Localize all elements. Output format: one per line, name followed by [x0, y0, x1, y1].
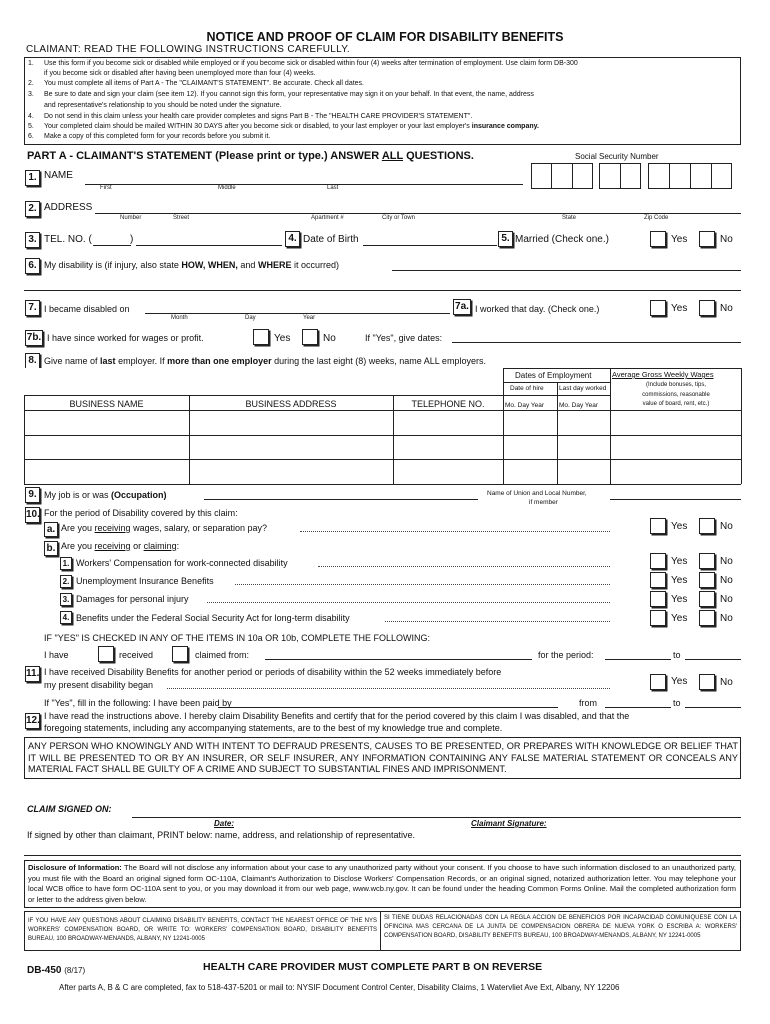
address-state-label: State [562, 215, 577, 221]
weekly-wages-note-3: value of board, rent, etc.) [642, 401, 710, 407]
instruction-5-num: 5. [28, 123, 34, 130]
period-start-field[interactable] [605, 659, 671, 660]
address-city-label: City or Town [382, 215, 415, 221]
employer-row-2[interactable] [24, 459, 741, 460]
instruction-1-num: 1. [28, 60, 34, 67]
paid-to-field[interactable] [685, 707, 741, 708]
received-label: received [119, 650, 154, 660]
item-7-number: 7. [25, 300, 40, 316]
unemployment-no-checkbox[interactable] [699, 572, 715, 588]
instruction-2-num: 2. [28, 80, 34, 87]
item-11-no-label: No [720, 677, 733, 688]
telephone-header: TELEPHONE NO. [411, 399, 485, 409]
worked-that-day-yes-label: Yes [671, 303, 688, 314]
item-12-number: 12. [25, 713, 40, 729]
item-10b1-number: 1. [60, 557, 72, 570]
worked-that-day-no-label: No [720, 303, 733, 314]
worked-that-day-no-checkbox[interactable] [699, 300, 715, 316]
address-street-label: Street [173, 215, 190, 221]
worked-since-yes-label: Yes [274, 333, 291, 344]
page-title: NOTICE AND PROOF OF CLAIM FOR DISABILITY BENEFITS [206, 30, 564, 44]
workers-comp-no-label: No [720, 556, 733, 567]
address-zip-label: Zip Code [644, 215, 669, 221]
dob-label: Date of Birth [303, 234, 359, 245]
name-middle-label: Middle [218, 185, 236, 191]
union-field[interactable] [610, 499, 741, 500]
instruction-5: Your completed claim should be mailed WITHIN 30 DAYS after you become sick or disabled, to your last employer or your last employer's insurance company. [44, 123, 539, 130]
workers-comp-no-checkbox[interactable] [699, 553, 715, 569]
workers-comp-yes-label: Yes [671, 556, 688, 567]
workers-comp-yes-checkbox[interactable] [650, 553, 666, 569]
date-label: Date: [214, 819, 235, 828]
business-address-header: BUSINESS ADDRESS [245, 399, 337, 409]
contact-english: IF YOU HAVE ANY QUESTIONS ABOUT CLAIMING DISABILITY BENEFITS, CONTACT THE NEAREST OFFICE OF THE NYS WORKERS' COMPENSATION BOARD, OR WRITE TO: WORKERS' COMPENSATION BOARD, DISABILITY BENEFITS BUREAU, 100 BROADWAY-MENANDS, ALBANY, NY 12241-0005 [28, 918, 377, 942]
item-9-number: 9. [25, 487, 40, 503]
union-label: Name of Union and Local Number, [487, 490, 587, 497]
occupation-label: My job is or was (Occupation) [44, 490, 167, 500]
representative-field[interactable] [24, 855, 741, 856]
disability-description-field-2[interactable] [24, 290, 741, 291]
part-a-title: PART A - CLAIMANT'S STATEMENT (Please print or type.) ANSWER ALL QUESTIONS. [27, 150, 474, 162]
period-to-label: to [673, 650, 681, 660]
item-10a-label: Are you receiving wages, salary, or separation pay? [61, 523, 267, 533]
claimed-from-field[interactable] [265, 659, 532, 660]
tel-number-field[interactable] [136, 245, 282, 246]
contact-spanish: SI TIENE DUDAS RELACIONADAS CON LA REGLA ACCION DE BENEFICIOS POR INCAPACIDAD COMUNIQUESE CON LA OFINCINA MAS CERCANA DE LA JUNTA DE COMPENSACION OBRERA DE NUEVA YORK O ESCRIBA A: WORKERS' COMPENSATION BOARD, DISABILITY BENEFITS BUREAU, 100 BROADWAY-MENANDS, ALBANY, NY 12241-0005 [384, 915, 737, 939]
disabled-year-label: Year [303, 315, 316, 321]
damages-yes-checkbox[interactable] [650, 591, 666, 607]
item-12-line-2: foregoing statements, including any accompanying statements, are to the best of my knowledge true and complete. [44, 723, 503, 733]
damages-yes-label: Yes [671, 594, 688, 605]
item-10b3-number: 3. [60, 593, 72, 606]
damages-no-checkbox[interactable] [699, 591, 715, 607]
paid-to-label: to [673, 698, 681, 708]
paid-from-field[interactable] [605, 707, 671, 708]
instruction-3-num: 3. [28, 91, 34, 98]
instruction-1: Use this form if you become sick or disabled while employed or if you become sick or disabled within four (4) weeks after termination of employment. Use claim form DB-300 [44, 60, 578, 67]
if-yes-checked-instruction: IF "YES" IS CHECKED IN ANY OF THE ITEMS IN 10a OR 10b, COMPLETE THE FOLLOWING: [44, 633, 430, 643]
instruction-3-cont: and representative's relationship to you should be noted under the signature. [44, 102, 282, 109]
instructions-heading: CLAIMANT: READ THE FOLLOWING INSTRUCTIONS CAREFULLY. [26, 44, 350, 55]
paid-by-field[interactable] [218, 707, 558, 708]
workers-comp-label: Workers' Compensation for work-connected disability [76, 558, 288, 568]
married-no-checkbox[interactable] [699, 231, 715, 247]
item-6-number: 6. [25, 258, 40, 274]
instruction-6-num: 6. [28, 133, 34, 140]
claimed-from-label: claimed from: [195, 650, 250, 660]
disabled-month-label: Month [171, 315, 188, 321]
item-10b2-number: 2. [60, 575, 72, 588]
fraud-warning: ANY PERSON WHO KNOWINGLY AND WITH INTENT TO DEFRAUD PRESENTS, CAUSES TO BE PRESENTED, OR PREPARES WITH KNOWLEDGE OR BELIEF THAT IT WILL BE PRESENTED TO OR BY AN INSURER, OR SELF INSURER, ANY INFORMATION CONTAINING ANY FALSE MATERIAL STATEMENT OR CONCEALS ANY MATERIAL FACT SHALL BE GUILTY OF A CRIME AND SUBJECT TO SUBSTANTIAL FINES AND IMPRISONMENT. [28, 741, 738, 775]
item-2-number: 2. [25, 201, 40, 217]
occupation-field[interactable] [204, 499, 478, 500]
address-label: ADDRESS [44, 202, 93, 213]
item-11-yes-label: Yes [671, 676, 688, 687]
item-10a-yes-checkbox[interactable] [650, 518, 666, 534]
social-security-no-checkbox[interactable] [699, 610, 715, 626]
disabled-on-label: I became disabled on [44, 304, 130, 314]
i-have-label: I have [44, 650, 69, 660]
damages-label: Damages for personal injury [76, 594, 189, 604]
item-7a-number: 7a. [453, 299, 471, 315]
item-10a-no-checkbox[interactable] [699, 518, 715, 534]
weekly-wages-note-2: commissions, reasonable [642, 392, 710, 398]
instruction-4: Do not send in this claim unless your health care provider completes and signs Part B - The "HEALTH CARE PROVIDER'S STATEMENT". [44, 113, 473, 120]
item-10a-number: a. [44, 522, 58, 537]
period-end-field[interactable] [685, 659, 741, 660]
fax-mail-instructions: After parts A, B & C are completed, fax to 518-437-5201 or mail to: NYSIF Document Control Center, Disability Claims, 1 Watervliet Ave Ext, Albany, NY 12206 [59, 983, 620, 992]
worked-that-day-yes-checkbox[interactable] [650, 300, 666, 316]
dates-of-employment-header: Dates of Employment [515, 371, 592, 380]
ssn-group-1[interactable] [531, 163, 593, 189]
unemployment-label: Unemployment Insurance Benefits [76, 576, 214, 586]
union-label-2: if member [529, 499, 558, 506]
social-security-yes-label: Yes [671, 613, 688, 624]
tel-label: TEL. NO. ( [44, 234, 92, 245]
form-number: DB-450 (8/17) [27, 965, 86, 976]
item-10-number: 10. [25, 507, 40, 523]
signature-line[interactable] [132, 817, 741, 818]
item-10a-yes-label: Yes [671, 521, 688, 532]
item-5-number: 5. [498, 231, 513, 247]
disability-description-label: My disability is (if injury, also state HOW, WHEN, and WHERE it occurred) [44, 260, 339, 270]
married-yes-label: Yes [671, 234, 688, 245]
worked-since-dates-field[interactable] [452, 342, 741, 343]
name-first-label: First [100, 185, 112, 191]
item-8-number: 8. [25, 353, 40, 369]
date-of-hire-header: Date of hire [510, 385, 544, 392]
instruction-6: Make a copy of this completed form for your records before you submit it. [44, 133, 271, 140]
item-10b4-number: 4. [60, 611, 72, 624]
name-field[interactable] [85, 184, 523, 185]
instruction-4-num: 4. [28, 113, 34, 120]
part-b-notice: HEALTH CARE PROVIDER MUST COMPLETE PART B ON REVERSE [203, 961, 543, 973]
address-apt-label: Apartment # [311, 215, 344, 221]
received-checkbox[interactable] [98, 646, 114, 662]
social-security-yes-checkbox[interactable] [650, 610, 666, 626]
item-3-number: 3. [25, 232, 40, 248]
hire-mdy-header: Mo. Day Year [505, 402, 545, 409]
address-number-label: Number [120, 215, 142, 221]
item-11-line-2: my present disability began [44, 680, 154, 690]
social-security-no-label: No [720, 613, 733, 624]
claimant-signature-label: Claimant Signature: [471, 819, 547, 828]
last-day-worked-header: Last day worked [559, 385, 607, 392]
business-name-header: BUSINESS NAME [69, 399, 144, 409]
item-11-paid-by-label: If "Yes", fill in the following: I have been paid by [44, 698, 232, 708]
tel-paren-close: ) [130, 234, 134, 245]
item-10b-number: b. [44, 541, 58, 556]
item-12-line-1: I have read the instructions above. I hereby claim Disability Benefits and certify that for the period covered by this claim I was disabled, and that the [44, 711, 630, 721]
item-10-label: For the period of Disability covered by this claim: [44, 508, 238, 518]
claim-signed-label: CLAIM SIGNED ON: [27, 804, 112, 814]
worked-since-dates-label: If "Yes", give dates: [365, 333, 443, 343]
instruction-1-cont: if you become sick or disabled after having been unemployed more than four (4) weeks. [44, 70, 316, 77]
item-7b-number: 7b. [25, 330, 43, 346]
weekly-wages-note-1: (Include bonuses, tips, [645, 382, 707, 388]
name-last-label: Last [327, 185, 339, 191]
worked-since-yes-checkbox[interactable] [253, 329, 269, 345]
representative-instruction: If signed by other than claimant, PRINT below: name, address, and relationship of representative. [27, 830, 416, 840]
unemployment-yes-checkbox[interactable] [650, 572, 666, 588]
worked-since-label: I have since worked for wages or profit. [47, 333, 204, 343]
unemployment-no-label: No [720, 575, 733, 586]
instruction-2: You must complete all items of Part A - The "CLAIMANT'S STATEMENT". Be accurate. Check all dates. [44, 80, 365, 87]
dob-field[interactable] [363, 245, 497, 246]
disclosure-text: Disclosure of Information: The Board will not disclose any information about your case to any unauthorized party without your consent. If you choose to have such information disclosed to an unauthorized party, you must file with the Board an original signed form OC-110A, Claimant's Authorization to Disclose Workers' Compensation Records, or an original signed, notarized authorization letter. You may telephone your local WCB office to have form OC-110A sent to you, or you may download it from our web page, www.wcb.ny.gov. It can be found under the heading Common Forms Online. Mail the completed authorization form or letter to the address given below. [28, 863, 737, 904]
married-no-label: No [720, 234, 733, 245]
ssn-label: Social Security Number [575, 152, 659, 161]
weekly-wages-header: Average Gross Weekly Wages [612, 370, 714, 379]
married-label: Married (Check one.) [515, 234, 609, 245]
employer-row-3[interactable] [24, 484, 741, 485]
damages-no-label: No [720, 594, 733, 605]
item-1-number: 1. [25, 170, 40, 186]
item-11-line-1: I have received Disability Benefits for another period or periods of disability within the 52 weeks immediately before [44, 667, 502, 677]
employer-row-1[interactable] [24, 435, 741, 436]
item-11-number: 11. [25, 666, 40, 682]
item-11-no-checkbox[interactable] [699, 674, 715, 690]
instruction-3: Be sure to date and sign your claim (see item 12). If you cannot sign this form, your representative may sign it on your behalf. In that event, the name, address [44, 91, 534, 98]
item-4-number: 4. [285, 231, 300, 247]
tel-area-code-field[interactable] [93, 245, 131, 246]
claimed-checkbox[interactable] [172, 646, 188, 662]
worked-since-no-checkbox[interactable] [302, 329, 318, 345]
married-yes-checkbox[interactable] [650, 231, 666, 247]
item-10b-label: Are you receiving or claiming: [61, 541, 180, 551]
worked-since-no-label: No [323, 333, 336, 344]
for-the-period-label: for the period: [538, 650, 594, 660]
disability-description-field[interactable] [392, 270, 741, 271]
address-field[interactable] [95, 213, 741, 214]
name-label: NAME [44, 170, 73, 181]
worked-that-day-label: I worked that day. (Check one.) [475, 304, 600, 314]
item-10a-no-label: No [720, 521, 733, 532]
unemployment-yes-label: Yes [671, 575, 688, 586]
paid-from-label: from [579, 698, 597, 708]
item-11-yes-checkbox[interactable] [650, 674, 666, 690]
disabled-on-field[interactable] [145, 313, 450, 314]
employers-instruction: Give name of last employer. If more than one employer during the last eight (8) weeks, name ALL employers. [44, 356, 486, 366]
social-security-label: Benefits under the Federal Social Security Act for long-term disability [76, 613, 350, 623]
disabled-day-label: Day [245, 315, 256, 321]
last-mdy-header: Mo. Day Year [559, 402, 599, 409]
